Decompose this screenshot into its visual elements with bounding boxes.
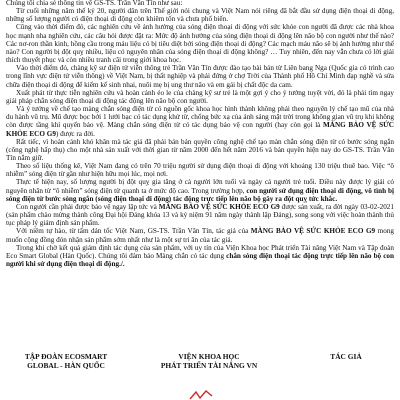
signature-institute [134,352,284,370]
paragraph-11-part-3: mong muốn cộng đồng đón nhận sản phẩm sớm nhất như là một sự tri ân của tác giả. [6,227,395,244]
paragraph-6-part-2: MÀNG BẢO VỆ SỨC KHỎE ECO G9 [6,121,394,138]
signature-ecosmart-line-2: GLOBAL - HÀN QUỐC [27,361,105,370]
paragraph-5-part-1: Xuất phát từ thực tiễn nghiên cứu và hoàn cảnh éo le của chàng kỹ sư trẻ là một gợi ý cho ý tưởng tuyệt vời, đó là phải tìm ngay giải pháp chắn sóng điện thoại di động tác động lên não bộ con người. [6,88,394,105]
paragraph-11-part-1: Với niềm tự hào, từ tấm dán tốc Việt Nam, GS-TS. Trần Văn Tín, tác giả của [16,227,251,236]
paragraph-6-part-3: ) được ra đời. [55,129,95,138]
signature-institute-line-2: PHÁT TRIỂN TÀI NĂNG VN [160,361,258,370]
paragraph-12-part-2: chắn sóng điện thoại tác động trực tiếp lên não bộ con người khi sử dụng điện thoại di động./. [6,251,394,268]
signature-ecosmart [6,352,126,370]
paragraph-8-part-1: Theo số liệu thống kê, Việt Nam đang có trên 70 triệu người sử dụng điện thoại di động với khoảng 130 triệu thuê bao. Việc “ô nhiễm” sóng điện từ gần như hiện hữu mọi lúc, mọi nơi. [6,162,394,179]
paragraph-3 [6,23,394,64]
paragraph-12-part-1: Trong khi chờ kết quả giám định tác dụng của sản phẩm, với uy tín của Viện Khoa học Phát triển Tài năng Việt Nam và Tập đoàn Eco Smart Global (Hàn Quốc). Chúng tôi đảm bảo Màng chắn có tác dụng [6,243,394,260]
paragraph-6-part-1: Và ý tưởng về chế tạo màng chắn sóng điện từ có nguồn gốc khoa học hình thành không phải theo nguyên lý chế tạo mũ của nhà du hành vũ trụ. Mũ được bọc bởi 1 lưới bạc có tác dụng khử từ, chống bức xạ của ánh sáng mặt trời trong không gian vũ trụ khi không còn được tầng khí quyển bảo vệ. Màng chắn sóng điện từ có tác dụng bảo vệ con người (hay còn gọi là [6,105,394,130]
paragraph-10 [6,203,394,227]
paragraph-1 [6,0,394,7]
paragraph-9-part-1: Thực tế hiện nay, số lượng người bị đột quỵ gia tăng ở cả người lớn tuổi và ngày cả người trẻ tuổi. Điều này được lý giải có nguyên nhân từ “ô nhiễm” sóng điện từ quanh ta ở mức độ cao. Trong trường hợp, [6,178,394,195]
paragraph-4 [6,64,394,88]
signature-author [306,352,386,361]
paragraph-3-part-1: Cũng vào thời điểm đó, các nghiên cứu về ảnh hưởng của sóng điện thoại di động với sức khỏe con người đã được các nhà khoa học mạnh nha nghiên cứu, các câu hỏi được đặt ra: Mức độ ảnh hưởng của sóng điện thoại di động lên não bộ con người như thế nào? Các nơ-ron thần kinh, hồng cầu trong máu liệu có bị tiêu diệt bởi sóng điện thoại di động? Các mạch máu não sẽ bị ảnh hưởng như thế nào? Con người bị đột quỵ nhiều, liệu có nguyên nhân của sóng điện thoại di động không? … Tuy nhiên, đến nay vẫn chưa có lời giải thích thuyết phục và còn nhiều tranh cãi trong giới khoa học. [6,23,394,65]
paragraph-10-part-2: MÀNG BẢO VỆ SỨC KHỎE ECO G9 [158,202,280,211]
paragraph-2-part-1: Từ cuối những năm thế kỷ 20, người dân trên Thế giới nói chung và Việt Nam nói riêng đã bắt đầu sử dụng điện thoại di động, những số lượng người có điện thoại di động còn khiêm tốn và chưa phổ biến. [6,7,394,24]
paragraph-10-part-1: Con người cần phải được bảo vệ ngay lập tức và [16,202,159,211]
paragraph-7-part-1: Rất tiếc, vì hoàn cảnh khó khăn mà tác giả đã phải bán bản quyền công nghệ chế tạo màn chắn sóng điện từ có bước sóng ngắn (công nghệ hấp thụ) cho một nhà sản xuất với thời gian từ năm 2000 đến hết năm 2016 và bản quyền hiện nay do GS-TS. Trần Văn Tín nắm giữ. [6,137,394,162]
paragraph-12 [6,244,394,268]
paragraph-6 [6,105,394,138]
paragraph-8 [6,162,394,178]
paragraph-4-part-1: Vào thời điểm đó, chàng kỹ sư điện tử viễn thông trẻ Trần Văn Tín được đào tạo bài bản từ Liên bang Nga (Quốc gia có trình cao trong lĩnh vực điện tử viễn thông) về Việt Nam, bị thất nghiệp và phải đứng ở chợ Trời của Thành phố Hồ Chí Minh đạp nghề và sửa chữa điện thoại di động để kiếm kế sinh nhai, nuôi mẹ bị ung thư não và em gái bị chất độc da cam. [6,64,394,89]
signature-institute-line-1: VIỆN KHOA HỌC [178,352,240,361]
signature-author-line-1: TÁC GIẢ [330,352,362,361]
paragraph-10-part-3: được sản xuất, ra đời ngày 03-02-2021 (sản phẩm chào mừng thành công Đại hội Đảng khóa 13 và kỷ niệm 91 năm ngày thành lập Đảng), song song với việc hoàn thành thủ tục pháp lý giám định sản phẩm. [6,202,394,228]
document-body [6,0,394,268]
seal-mark-icon [188,390,214,400]
paragraph-7 [6,138,394,162]
paragraph-5 [6,89,394,105]
signature-ecosmart-line-1: TẬP ĐOÀN ECOSMART [24,352,108,361]
paragraph-9 [6,178,394,202]
paragraph-9-part-2: con người sử dụng điện thoại di động, vô tình bị sóng điện từ bước sóng ngắn (sóng điện thoại di động) tác động trực tiếp lên não bộ gây ra đột quỵ tức khắc. [6,186,395,203]
paragraph-11 [6,227,394,243]
paragraph-1-part-1: Chúng tôi chia sẻ thông tin về GS-TS. Trần Văn Tín như sau: [6,0,183,7]
paragraph-2 [6,7,394,23]
paragraph-11-part-2: MÀNG BẢO VỆ SỨC KHỎE ECO G9 [250,227,376,236]
